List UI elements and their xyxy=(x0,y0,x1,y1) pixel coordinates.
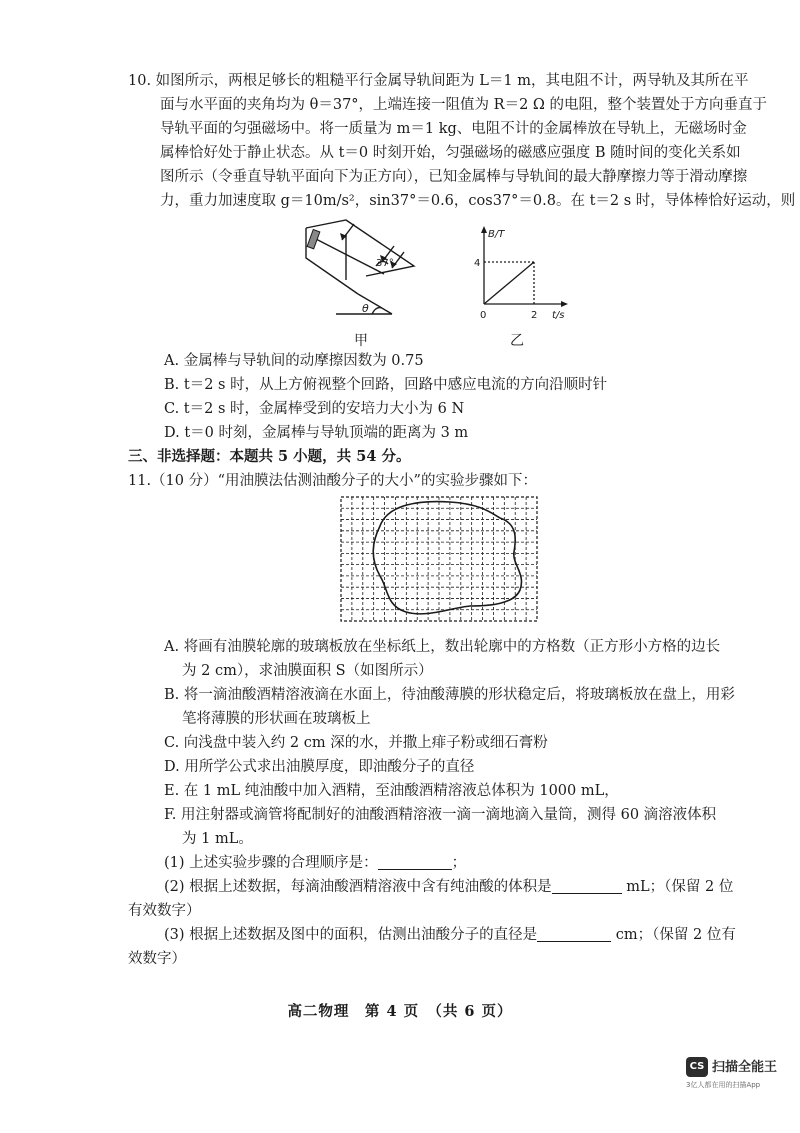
figure-yi-caption: 乙 xyxy=(510,333,524,349)
q11-step-c: C. 向浅盘中装入约 2 cm 深的水，并撒上痱子粉或细石膏粉 xyxy=(164,735,548,751)
q10-option-b: B. t＝2 s 时，从上方俯视整个回路，回路中感应电流的方向沿顺时针 xyxy=(164,377,608,393)
q11-sub2-text: (2) 根据上述数据，每滴油酸酒精溶液中含有纯油酸的体积是 xyxy=(164,879,552,895)
q11-sub3-cont: 效数字） xyxy=(128,951,186,967)
x-axis-arrow-icon xyxy=(561,301,568,307)
theta-label: θ xyxy=(362,302,369,315)
bt-line xyxy=(484,262,534,304)
section-3-heading: 三、非选择题：本题共 5 小题，共 54 分。 xyxy=(128,448,411,465)
q10-line-2: 面与水平面的夹角均为 θ＝37°，上端连接一阻值为 R＝2 Ω 的电阻，整个装置处于方向垂直于 xyxy=(160,97,768,113)
origin-label: 0 xyxy=(480,310,487,321)
q10-option-c: C. t＝2 s 时，金属棒受到的安培力大小为 6 N xyxy=(164,401,465,417)
q11-step-a-line2: 为 2 cm），求油膜面积 S（如图所示） xyxy=(182,663,433,679)
q10-line-6: 力，重力加速度取 g＝10m/s²，sin37°＝0.6，cos37°＝0.8。在 t＝2 s 时，导体棒恰好运动，则 xyxy=(160,193,796,209)
figure-jia-inclined-rails xyxy=(296,218,436,330)
y-axis-label: B/T xyxy=(488,229,505,240)
q10-line-3: 导轨平面的匀强磁场中。将一质量为 m＝1 kg、电阻不计的金属棒放在导轨上，无磁场时金 xyxy=(160,121,747,137)
q11-step-d: D. 用所学公式求出油膜厚度，即油酸分子的直径 xyxy=(164,759,475,775)
y-axis-arrow-icon xyxy=(481,226,487,233)
y-tick-label: 4 xyxy=(474,258,481,269)
x-tick-label: 2 xyxy=(531,310,538,321)
q11-intro: 11.（10 分）“用油膜法估测油酸分子的大小”的实验步骤如下： xyxy=(128,473,537,489)
q10-option-d: D. t＝0 时刻，金属棒与导轨顶端的距离为 3 m xyxy=(164,425,469,441)
q10-line-1: 10. 如图所示，两根足够长的粗糙平行金属导轨间距为 L＝1 m，其电阻不计，两导轨及其所在平 xyxy=(128,73,749,89)
resistor-icon xyxy=(307,230,320,249)
watermark-title: 扫描全能王 xyxy=(712,1060,778,1075)
q11-sub1-text: (1) 上述实验步骤的合理顺序是： xyxy=(164,855,378,871)
q10-option-a: A. 金属棒与导轨间的动摩擦因数为 0.75 xyxy=(164,353,424,369)
q11-sub3-end: cm；（保留 2 位有 xyxy=(611,927,736,943)
q11-sub2 xyxy=(164,876,733,898)
q11-sub2-cont: 有效数字） xyxy=(128,903,201,919)
x-axis-label: t/s xyxy=(552,310,565,321)
page-footer: 高二物理 第 4 页 （共 6 页） xyxy=(287,1003,513,1020)
q11-sub2-end: mL；（保留 2 位 xyxy=(621,879,734,895)
q11-sub1-end: ； xyxy=(451,855,467,871)
oil-film-grid-figure xyxy=(340,496,538,622)
q11-step-e: E. 在 1 mL 纯油酸中加入酒精，至油酸酒精溶液总体积为 1000 mL， xyxy=(164,783,619,799)
watermark-subtitle: 3亿人都在用的扫描App xyxy=(686,1081,761,1089)
q11-step-b-line2: 笔将薄膜的形状画在玻璃板上 xyxy=(182,711,371,727)
q11-sub1 xyxy=(164,852,466,874)
camscanner-watermark xyxy=(686,1055,796,1095)
q11-step-a-line1: A. 将画有油膜轮廓的玻璃板放在坐标纸上，数出轮廓中的方格数（正方形小方格的边长 xyxy=(164,639,721,655)
figure-jia-caption: 甲 xyxy=(354,333,368,349)
q11-step-f-line2: 为 1 mL。 xyxy=(182,831,253,847)
q11-step-f-line1: F. 用注射器或滴管将配制好的油酸酒精溶液一滴一滴地滴入量筒，测得 60 滴溶液体积 xyxy=(164,807,717,823)
answer-blank-2[interactable] xyxy=(552,877,622,894)
answer-blank-1[interactable] xyxy=(378,853,452,870)
camscanner-logo-icon: CS xyxy=(686,1057,708,1077)
angle-37-label: 37° xyxy=(376,258,394,269)
q11-sub3 xyxy=(164,924,736,946)
q11-step-b-line1: B. 将一滴油酸酒精溶液滴在水面上，待油酸薄膜的形状稳定后，将玻璃板放在盘上，用彩 xyxy=(164,687,735,703)
q10-line-4: 属棒恰好处于静止状态。从 t＝0 时刻开始，匀强磁场的磁感应强度 B 随时间的变化关系如 xyxy=(160,145,741,161)
q11-sub3-text: (3) 根据上述数据及图中的面积，估测出油酸分子的直径是 xyxy=(164,927,538,943)
q10-line-5: 图所示（令垂直导轨平面向下为正方向），已知金属棒与导轨间的最大静摩擦力等于滑动摩擦 xyxy=(160,169,748,185)
figure-yi-bt-graph xyxy=(466,226,576,322)
answer-blank-3[interactable] xyxy=(537,925,611,942)
